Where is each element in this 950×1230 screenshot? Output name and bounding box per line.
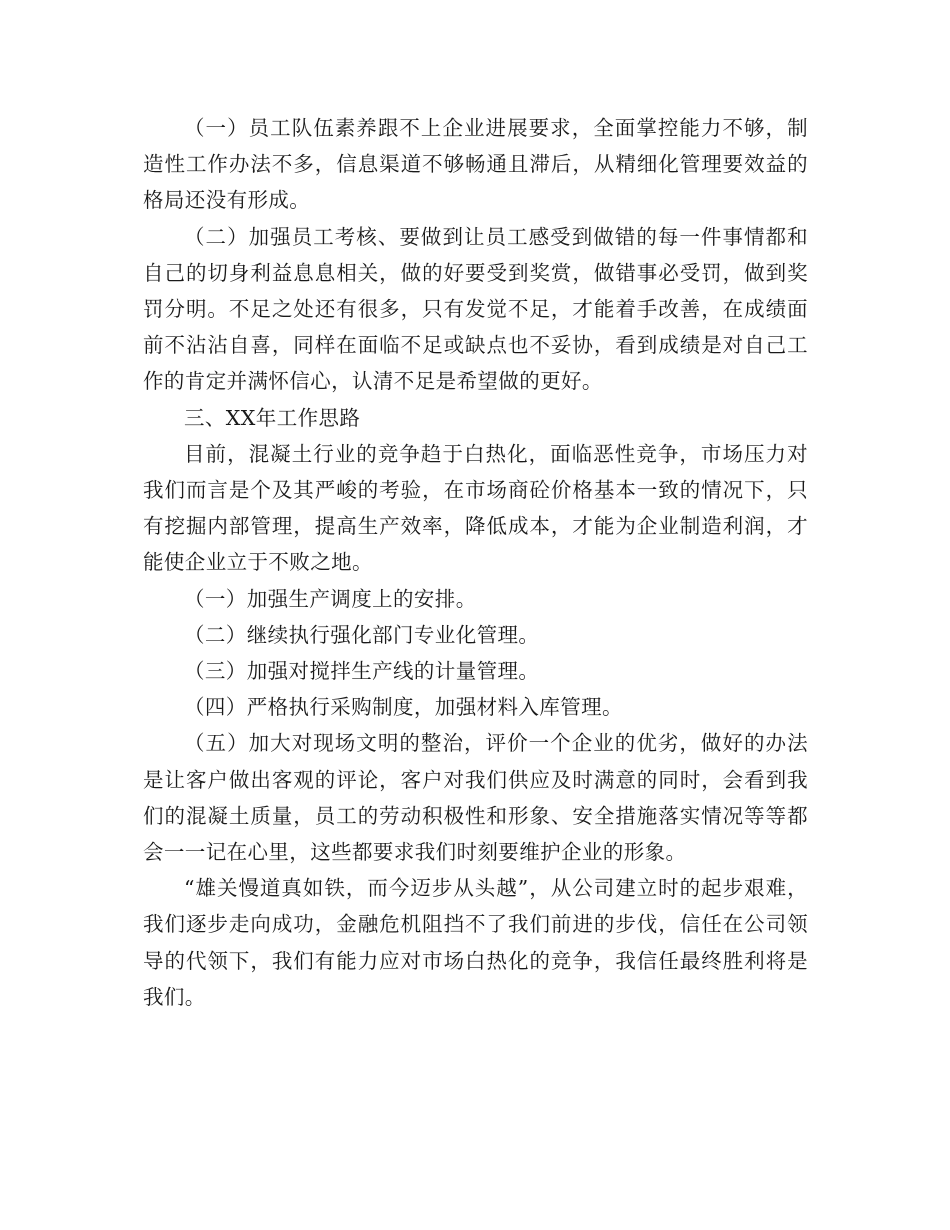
paragraph-market-situation: 目前，混凝土行业的竞争趋于白热化，面临恶性竞争，市场压力对我们而言是个及其严峻的考验，在市场商砼价格基本一致的情况下，只有挖掘内部管理，提高生产效率，降低成本，才能为企业制造利润，才能使企业立于不败之地。 (143, 441, 808, 575)
plan-item-4: （四）严格执行采购制度，加强材料入库管理。 (184, 695, 623, 720)
plan-item-3: （三）加强对搅拌生产线的计量管理。 (184, 659, 540, 684)
section-heading-work-plan: 三、XX年工作思路 (184, 405, 361, 430)
paragraph-shortcoming-2: （二）加强员工考核、要做到让员工感受到做错的每一件事情都和自己的切身利益息息相关，做的好要受到奖赏，做错事必受罚，做到奖罚分明。不足之处还有很多，只有发觉不足，才能着手改善，在成绩面前不沾沾自喜，同样在面临不足或缺点也不妥协，看到成绩是对自己工作的肯定并满怀信心，认清不足是希望做的更好。 (143, 224, 808, 394)
plan-item-1: （一）加强生产调度上的安排。 (184, 586, 477, 611)
plan-item-5: （五）加大对现场文明的整治，评价一个企业的优劣，做好的办法是让客户做出客观的评论，客户对我们供应及时满意的同时，会看到我们的混凝土质量，员工的劳动积极性和形象、安全措施落实情况等等都会一一记在心里，这些都要求我们时刻要维护企业的形象。 (143, 731, 808, 865)
plan-item-2: （二）继续执行强化部门专业化管理。 (184, 622, 540, 647)
paragraph-shortcoming-1: （一）员工队伍素养跟不上企业进展要求，全面掌控能力不够，制造性工作办法不多，信息渠道不够畅通且滞后，从精细化管理要效益的格局还没有形成。 (143, 116, 808, 213)
document-body (143, 110, 808, 1015)
paragraph-closing: “雄关慢道真如铁，而今迈步从头越”，从公司建立时的起步艰难，我们逐步走向成功，金融危机阻挡不了我们前进的步伐，信任在公司领导的代领下，我们有能力应对市场白热化的竞争，我信任最终胜利将是我们。 (143, 876, 808, 1009)
